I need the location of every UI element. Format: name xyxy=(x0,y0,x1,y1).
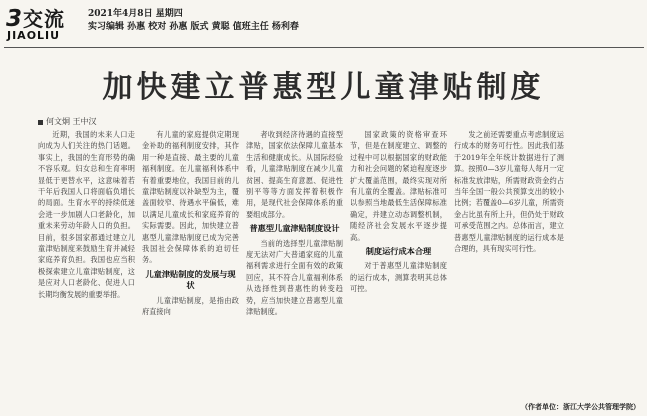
section-subhead: 普惠型儿童津贴制度设计 xyxy=(249,223,340,234)
paragraph: 国家政策的资格审查环节，但是在制度建立、调整的过程中可以根据国家的财政能力和社会问题的紧迫程度逐步扩大覆盖范围，最终实现对所有儿童的全覆盖。津贴标准可以参照当地最低生活保障标准确定，并建立动态调整机制，随经济社会发展水平逐步提高。 xyxy=(350,130,447,242)
masthead xyxy=(4,3,644,47)
issue-date: 2021年4月8日 星期四 xyxy=(88,9,183,19)
paragraph: 当前的选择型儿童津贴制度无法对广大普通家庭的儿童福利需求进行全面有效的政策回应，其不符合儿童福利体系从选择性到普惠性的转变趋势，应当加快建立普惠型儿童津贴制度。 xyxy=(246,238,343,317)
editor-credits: 实习编辑 孙惠 校对 孙惠 版式 黄聪 值班主任 杨利春 xyxy=(88,22,299,32)
masthead-divider xyxy=(4,47,644,48)
author-affiliation: （作者单位：浙江大学公共管理学院） xyxy=(521,403,640,411)
byline-authors: 何文炯 王中汉 xyxy=(46,117,97,126)
section-subhead: 儿童津贴制度的发展与现状 xyxy=(145,268,236,291)
section-logo xyxy=(6,3,65,32)
article-column-4 xyxy=(350,129,447,416)
section-name: 交流 xyxy=(23,7,66,31)
byline-bullet-icon xyxy=(38,120,43,125)
article-column-2 xyxy=(142,129,239,416)
article-column-3 xyxy=(246,129,343,416)
article-headline: 加快建立普惠型儿童津贴制度 xyxy=(102,70,545,105)
section-name-en: JIAOLIU xyxy=(7,29,61,42)
paragraph: 发之前还需要重点考虑制度运行成本的财务可行性。因此我们基于2019年全年统计数据进行了测算。按照0—3岁儿童每人每月一定标准发放津贴，所需财政资金约占当年全国一般公共预算支出的较小比例；若覆盖0—6岁儿童，所需资金占比虽有所上升，但仍处于财政可承受范围之内。总体而言，建立普惠型儿童津贴制度的运行成本是合理的，具有现实可行性。 xyxy=(454,130,564,254)
article-column-5 xyxy=(454,129,564,399)
section-number: 3 xyxy=(6,6,24,32)
paragraph: 者收到经济待遇的直接型津贴，国家依法保障儿童基本生活和健康成长。从国际经验看，儿童津贴制度在减少儿童贫困、提高生育意愿、促进性别平等等方面发挥着积极作用，是现代社会保障体系的重要组成部分。 xyxy=(246,130,343,219)
paragraph: 儿童津贴制度，是指由政府直接向 xyxy=(142,295,239,317)
article-byline xyxy=(38,116,97,127)
article-column-1 xyxy=(38,129,135,416)
section-subhead: 制度运行成本合理 xyxy=(365,246,432,257)
paragraph: 有儿童的家庭提供定期现金补助的福利制度安排，其作用一种是直接、最主要的儿童福利制度。在儿童福利体系中有着重要地位，我国目前的儿童津贴制度以补缺型为主，覆盖面较窄、待遇水平偏低，难以满足儿童成长和家庭养育的实际需要。因此，加快建立普惠型儿童津贴制度已成为完善我国社会保障体系的迫切任务。 xyxy=(142,130,239,265)
paragraph: 近期，我国的未来人口走向成为人们关注的热门话题。事实上，我国的生育形势的确不容乐观。妇女总和生育率明显低于更替水平，这意味着若干年后我国人口将面临负增长的局面。生育水平的持续低迷会进一步加剧人口老龄化，加重未来劳动年龄人口的负担。目前，很多国家都通过建立儿童津贴制度来鼓励生育并减轻家庭养育负担。我国也应当积极探索建立儿童津贴制度，这是应对人口老龄化、促进人口长期均衡发展的重要举措。 xyxy=(38,130,135,299)
paragraph: 对于普惠型儿童津贴制度的运行成本，测算表明其总体可控。 xyxy=(350,261,447,294)
